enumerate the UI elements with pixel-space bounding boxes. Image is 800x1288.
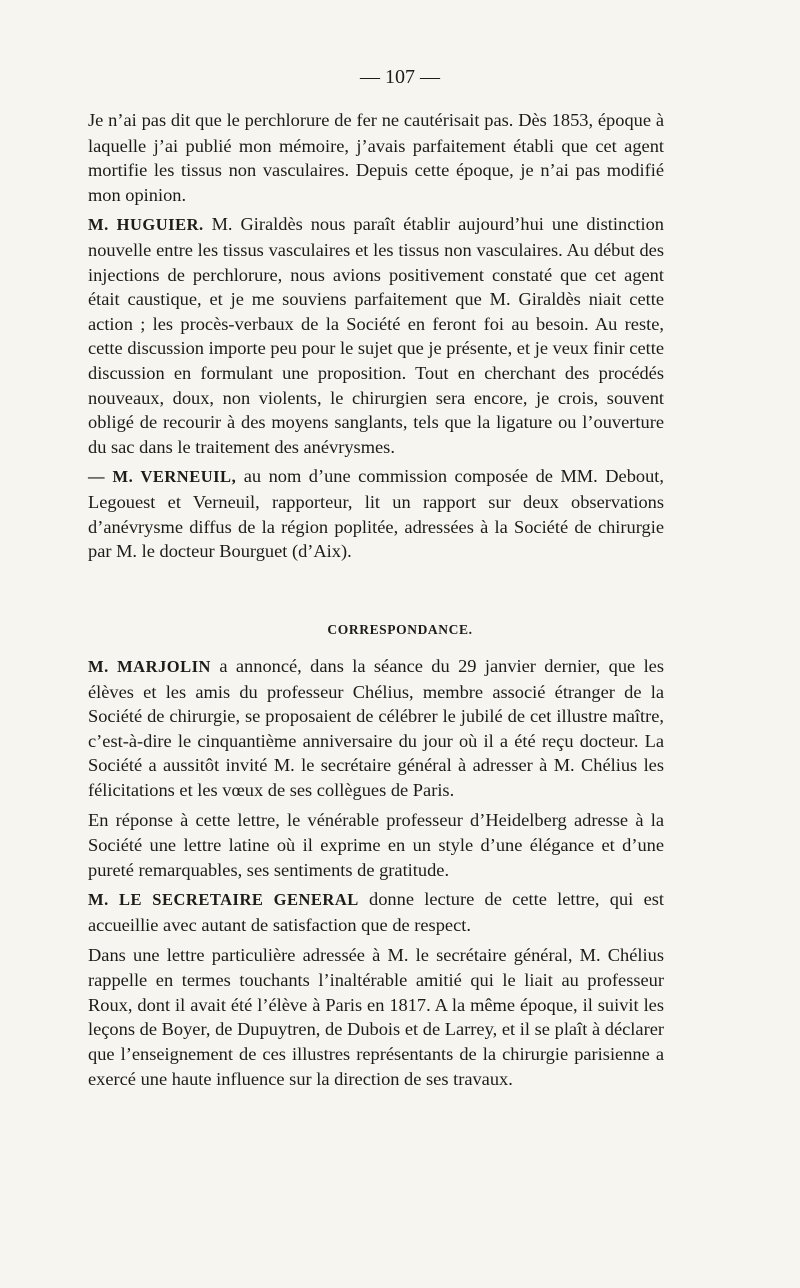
paragraph-text: Dans une lettre particulière adressée à M. le secrétaire général, M. Chélius rappelle en termes touchants l’inaltérable amitié qui le liait au professeur Roux, dont il avait été l’élève à Paris en 1817. A la même époque, il suivit les leçons de Boyer, de Dupuytren, de Dubois et de Larrey, et il se plaît à déclarer que l’enseignement de ces illustres représentants de la chirurgie parisienne a exercé une haute influence sur la direction de ses travaux. (88, 944, 664, 1089)
speaker-name: — M. VERNEUIL, (88, 467, 237, 487)
paragraph-text: En réponse à cette lettre, le vénérable professeur d’Heidelberg adresse à la Société une lettre latine où il exprime en un style d’une élégance et d’une pureté remarquables, ses sentiments de gratitude. (88, 809, 664, 880)
paragraph-text: au nom d’une commission composée de MM. Debout, Legouest et Verneuil, rapporteur, lit un rapport sur deux observations d’anévrysme diffus de la région poplitée, adressées à la Société de chirurgie par M. le docteur Bourguet (d’Aix). (88, 466, 664, 562)
section-heading: CORRESPONDANCE. (327, 622, 473, 637)
speaker-name: M. HUGUIER. (88, 215, 204, 235)
page-number: — 107 — (360, 66, 440, 88)
paragraph-text: a annoncé, dans la séance du 29 janvier dernier, que les élèves et les amis du professeur Chélius, membre associé étranger de la Société de chirurgie, se proposaient de célébrer le jubilé de cet illustre maître, c’est-à-dire le cinquantième anniversaire du jour où il a été reçu docteur. La Société a aussitôt invité M. le secrétaire général à adresser à M. Chélius les félicitations et les vœux de ses collègues de Paris. (88, 656, 664, 800)
paragraph (88, 808, 664, 883)
text-block-bottom (88, 654, 664, 1096)
paragraph-text: M. Giraldès nous paraît établir aujourd’hui une distinction nouvelle entre les tissus vasculaires et les tissus non vasculaires. Au début des injections de perchlorure, nous avions positivement constaté que cet agent était caustique, et je me souviens parfaitement que M. Giraldès niait cette action ; les procès-verbaux de la Société en feront foi au besoin. Au reste, cette discussion importe peu pour le sujet que je présente, et je veux finir cette discussion en formulant une proposition. Tout en cherchant des procédés nouveaux, doux, non violents, le chirurgien sera encore, je crois, souvent obligé de recourir à des moyens sanglants, tels que la ligature ou l’ouverture du sac dans le traitement des anévrysmes. (88, 214, 664, 457)
paragraph (88, 464, 664, 563)
speaker-name: M. LE SECRETAIRE GENERAL (88, 890, 359, 910)
paragraph (88, 108, 664, 207)
paragraph (88, 887, 664, 937)
paragraph (88, 212, 664, 459)
paragraph (88, 654, 664, 803)
paragraph (88, 943, 664, 1092)
speaker-name: M. MARJOLIN (88, 657, 211, 676)
paragraph-text: Je n’ai pas dit que le perchlorure de fer ne cautérisait pas. Dès 1853, époque à laquelle j’ai publié mon mémoire, j’avais parfaitement établi que cet agent mortifie les tissus non vasculaires. Depuis cette époque, je n’ai pas modifié mon opinion. (88, 110, 664, 205)
paragraph-text: donne lecture de cette lettre, qui est accueillie avec autant de satisfaction que de respect. (88, 889, 664, 935)
text-block-top (88, 108, 664, 569)
